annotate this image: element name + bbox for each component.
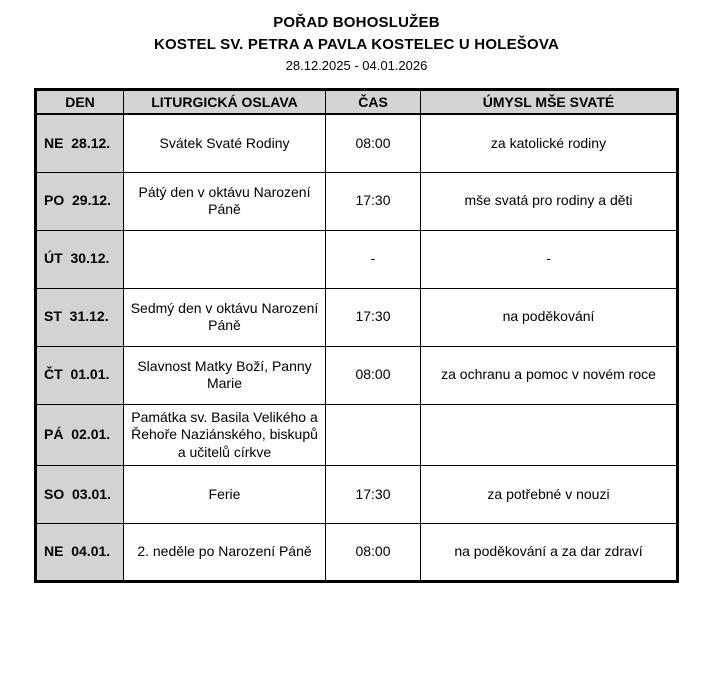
table-row [36, 404, 678, 466]
intention-cell: na poděkování a za dar zdraví [421, 524, 678, 582]
table-row [36, 466, 678, 524]
table-row [36, 346, 678, 404]
date-range: 28.12.2025 - 04.01.2026 [285, 58, 428, 73]
column-header-1: LITURGICKÁ OSLAVA [124, 90, 326, 115]
day-cell: ST 31.12. [36, 288, 124, 346]
schedule-table [34, 88, 679, 583]
day-cell: ČT 01.01. [36, 346, 124, 404]
time-cell [326, 404, 421, 466]
celebration-cell: Památka sv. Basila Velikého a Řehoře Naziánského, biskupů a učitelů církve [124, 404, 326, 466]
intention-cell [421, 404, 678, 466]
table-row [36, 288, 678, 346]
time-cell: 08:00 [326, 114, 421, 172]
column-header-3: ÚMYSL MŠE SVATÉ [421, 90, 678, 115]
column-header-2: ČAS [326, 90, 421, 115]
church-name: KOSTEL SV. PETRA A PAVLA KOSTELEC U HOLEŠOVA [154, 36, 559, 53]
intention-cell: za katolické rodiny [421, 114, 678, 172]
celebration-cell: Sedmý den v oktávu Narození Páně [124, 288, 326, 346]
celebration-cell: Slavnost Matky Boží, Panny Marie [124, 346, 326, 404]
time-cell: - [326, 230, 421, 288]
table-header-row [36, 90, 678, 115]
schedule-body [36, 114, 678, 582]
celebration-cell: Ferie [124, 466, 326, 524]
table-row [36, 524, 678, 582]
time-cell: 08:00 [326, 346, 421, 404]
intention-cell: na poděkování [421, 288, 678, 346]
table-row [36, 230, 678, 288]
table-row [36, 172, 678, 230]
time-cell: 17:30 [326, 172, 421, 230]
time-cell: 17:30 [326, 466, 421, 524]
document-header [0, 0, 713, 73]
day-cell: NE 28.12. [36, 114, 124, 172]
day-cell: PÁ 02.01. [36, 404, 124, 466]
day-cell: ÚT 30.12. [36, 230, 124, 288]
table-row [36, 114, 678, 172]
day-cell: SO 03.01. [36, 466, 124, 524]
time-cell: 17:30 [326, 288, 421, 346]
page-title: POŘAD BOHOSLUŽEB [273, 14, 440, 31]
celebration-cell: Pátý den v oktávu Narození Páně [124, 172, 326, 230]
celebration-cell: 2. neděle po Narození Páně [124, 524, 326, 582]
day-cell: NE 04.01. [36, 524, 124, 582]
intention-cell: za ochranu a pomoc v novém roce [421, 346, 678, 404]
intention-cell: za potřebné v nouzi [421, 466, 678, 524]
intention-cell: mše svatá pro rodiny a děti [421, 172, 678, 230]
celebration-cell: Svátek Svaté Rodiny [124, 114, 326, 172]
column-header-0: DEN [36, 90, 124, 115]
celebration-cell [124, 230, 326, 288]
day-cell: PO 29.12. [36, 172, 124, 230]
intention-cell: - [421, 230, 678, 288]
time-cell: 08:00 [326, 524, 421, 582]
